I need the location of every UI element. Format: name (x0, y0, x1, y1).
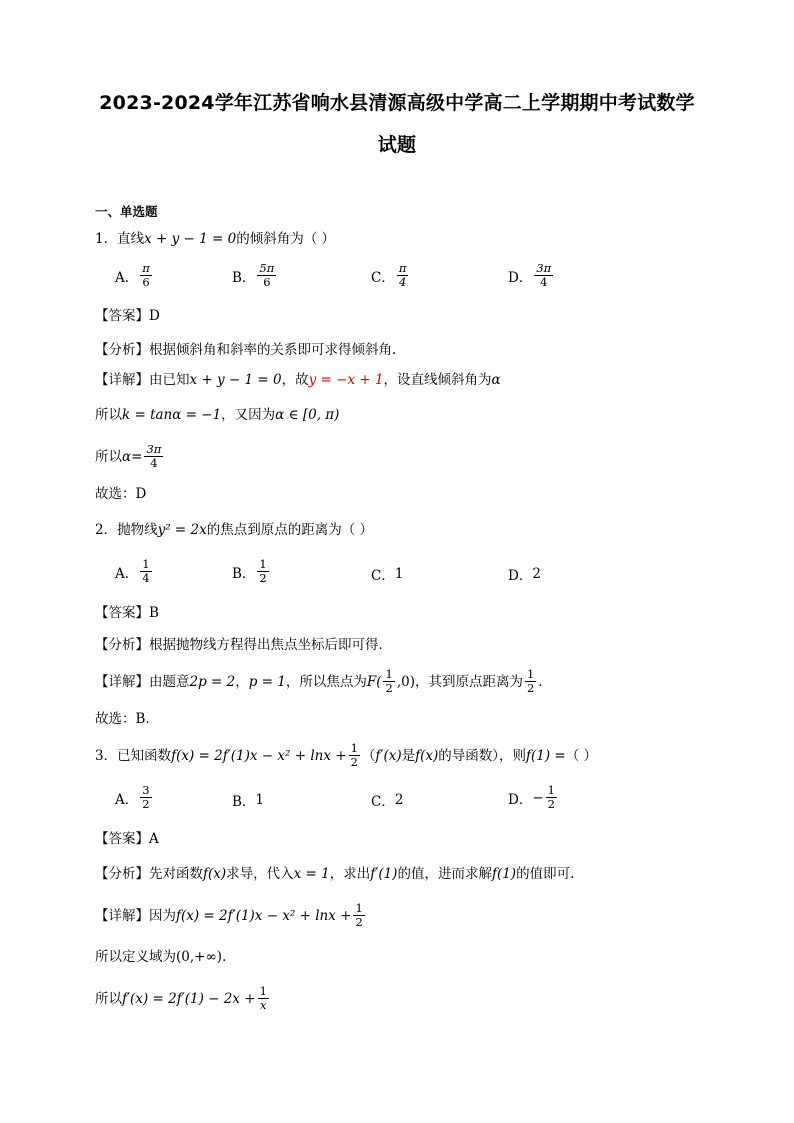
equation: y² = 2x (157, 522, 207, 538)
fraction: $\frac{1}{x}$ (259, 984, 267, 1012)
section-heading: 一、单选题 (95, 204, 158, 219)
fraction: $\frac{5\pi}{6}$ (259, 261, 275, 289)
q2-analysis: 【分析】根据抛物线方程得出焦点坐标后即可得． (95, 637, 392, 653)
q3-derivative: 所以 f′(x) = 2f′(1) − 2x + $\frac{1}{x}$ (95, 984, 267, 1012)
fraction: $\frac{1}{2}$ (355, 901, 363, 929)
q3-option-d: D． − $\frac{1}{2}$ (508, 783, 555, 811)
fraction: $\frac{3\pi}{4}$ (536, 261, 552, 289)
q2-detail: 【详解】 由题意 2p = 2 ， p = 1 ，所以焦点为 F( $\frac{1}{2}$ ,0) ，其到原点距离为 $\frac{1}{2}$ ． (95, 667, 552, 695)
q2-option-a: A． $\frac{1}{4}$ (115, 557, 150, 585)
q1-option-b: B． $\frac{5\pi}{6}$ (232, 261, 275, 289)
q3-analysis: 【分析】先对函数f(x)求导，代入x = 1，求出f′(1)的值，进而求解f(1)的值即可. (95, 866, 575, 882)
fraction: $\frac{1}{2}$ (547, 783, 555, 811)
q2-option-b: B． $\frac{1}{2}$ (232, 557, 267, 585)
question-1: 1．直线x + y − 1 = 0的倾斜角为（ ） (95, 231, 335, 247)
q3-option-b: B． 1 (232, 792, 265, 810)
q1-option-a: A． $\frac{\pi}{6}$ (115, 261, 150, 289)
fraction: $\frac{1}{2}$ (350, 741, 358, 769)
q1-answer: 【答案】D (95, 308, 160, 324)
fraction: $\frac{3}{2}$ (142, 783, 150, 811)
document-title-line1: 2023-2024学年江苏省响水县清源高级中学高二上学期期中考试数学 (99, 92, 695, 114)
q3-domain: 所以定义域为(0,+∞). (95, 949, 227, 965)
q1-detail: 【详解】由已知x + y − 1 = 0，故y = −x + 1，设直线倾斜角为α (95, 372, 501, 388)
q1-detail-line3: 所以 α= $\frac{3\pi}{4}$ (95, 442, 162, 470)
equation: x + y − 1 = 0 (144, 231, 237, 247)
q1-detail-line2: 所以k = tanα = −1，又因为α ∈ [0, π) (95, 407, 340, 423)
fraction: $\frac{\pi}{6}$ (142, 261, 150, 289)
fraction: $\frac{\pi}{4}$ (398, 261, 407, 289)
fraction: $\frac{1}{2}$ (385, 667, 393, 695)
q3-option-a: A． $\frac{3}{2}$ (115, 783, 150, 811)
q2-choice: 故选：B． (95, 711, 159, 727)
q1-option-d: D． $\frac{3\pi}{4}$ (508, 261, 552, 289)
fraction: $\frac{3\pi}{4}$ (146, 442, 162, 470)
q1-choice: 故选：D (95, 486, 147, 502)
q3-option-c: C． 2 (371, 792, 404, 810)
q3-detail: 【详解】 因为 f(x) = 2f′(1)x − x² + lnx + $\frac{1}{2}$ (95, 901, 363, 929)
q3-answer: 【答案】A (95, 831, 159, 847)
question-3: 3．已知函数 f(x) = 2f′(1)x − x² + lnx + $\frac{1}{2}$ （ f′(x) 是 f(x) 的导函数），则 f(1) = （ ） (95, 741, 598, 769)
document-title-line2: 试题 (377, 134, 417, 156)
q2-option-d: D． 2 (508, 566, 541, 584)
q1-analysis: 【分析】根据倾斜角和斜率的关系即可求得倾斜角. (95, 342, 397, 358)
fraction: $\frac{1}{2}$ (526, 667, 535, 695)
q2-option-c: C． 1 (371, 566, 404, 584)
q2-answer: 【答案】B (95, 605, 159, 621)
fraction: $\frac{1}{4}$ (142, 557, 150, 585)
fraction: $\frac{1}{2}$ (259, 557, 267, 585)
question-2: 2．抛物线y² = 2x的焦点到原点的距离为（ ） (95, 522, 374, 538)
q1-option-c: C． $\frac{\pi}{4}$ (371, 261, 407, 289)
